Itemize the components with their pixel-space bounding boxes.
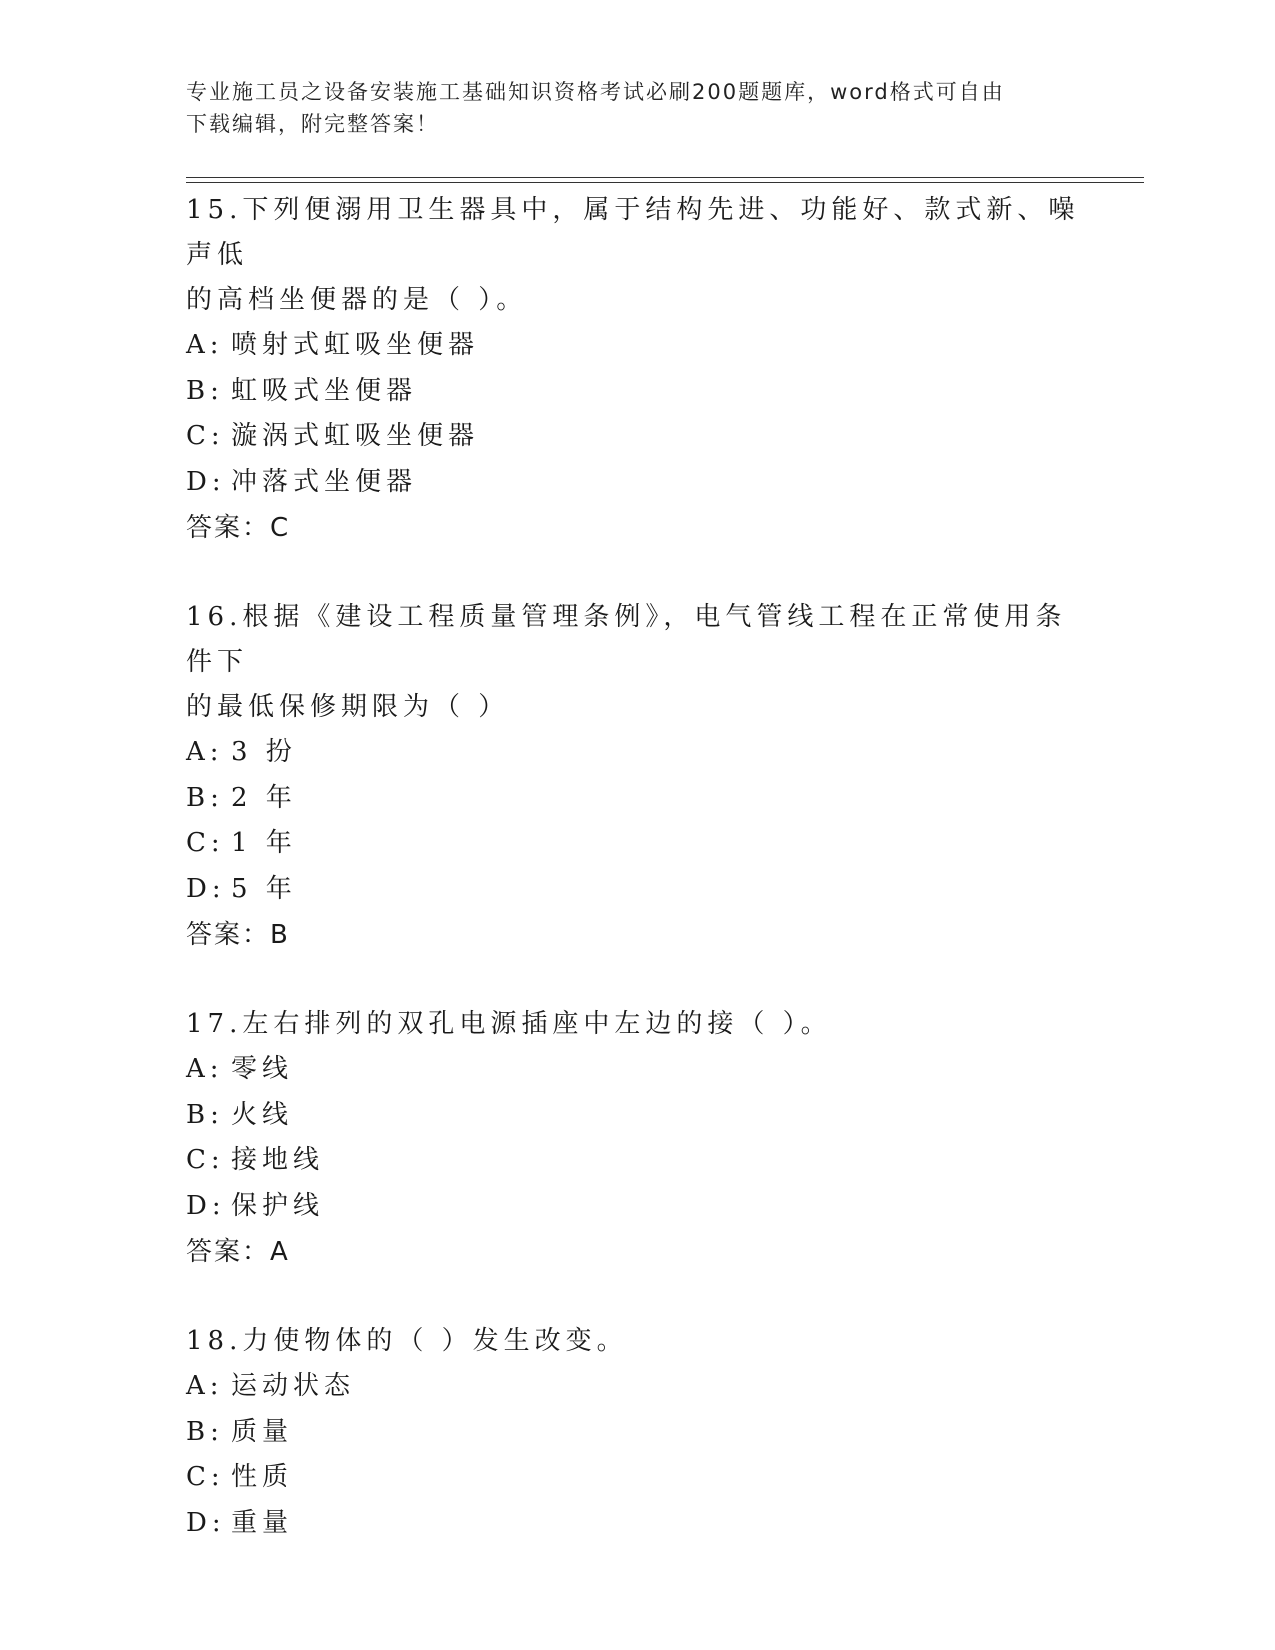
option-text: 火线 — [231, 1099, 294, 1130]
option-d — [186, 867, 1086, 913]
option-text: 冲落式坐便器 — [231, 466, 418, 497]
option-text: 漩涡式虹吸坐便器 — [231, 421, 480, 451]
option-key: C: — [186, 1145, 225, 1175]
option-key: D: — [186, 466, 226, 497]
question-16 — [186, 595, 1086, 958]
question-stem — [186, 595, 1086, 730]
question-stem-line: 16.根据《建设工程质量管理条例》，电气管线工程在正常使用条件下 — [186, 602, 1067, 677]
option-b — [186, 1410, 1086, 1456]
option-key: C: — [186, 421, 225, 451]
question-stem — [186, 1002, 1086, 1047]
option-c — [186, 1138, 1086, 1184]
question-stem-line: 18.力使物体的（ ）发生改变。 — [186, 1326, 628, 1356]
option-a — [186, 730, 1086, 776]
option-key: A: — [186, 330, 224, 360]
header-line-1: 专业施工员之设备安装施工基础知识资格考试必刷200题题库，word格式可自由 — [186, 80, 1005, 104]
option-a — [186, 1364, 1086, 1410]
question-stem-line: 的最低保修期限为（ ） — [186, 692, 510, 722]
option-text: 1 年 — [231, 828, 297, 858]
option-text: 质量 — [231, 1416, 294, 1447]
option-text: 运动状态 — [231, 1371, 356, 1401]
question-stem-line: 17.左右排列的双孔电源插座中左边的接（ ）。 — [186, 1009, 832, 1039]
option-text: 零线 — [231, 1054, 294, 1084]
option-text: 5 年 — [231, 873, 297, 904]
option-key: B: — [186, 1099, 224, 1130]
header-divider-top — [186, 177, 1144, 178]
option-key: A: — [186, 737, 224, 767]
option-key: A: — [186, 1054, 224, 1084]
option-text: 喷射式虹吸坐便器 — [231, 330, 480, 360]
question-list — [186, 188, 1086, 1590]
question-stem — [186, 1319, 1086, 1364]
option-b — [186, 776, 1086, 822]
option-key: C: — [186, 828, 225, 858]
option-text: 重量 — [231, 1507, 294, 1538]
option-c — [186, 1455, 1086, 1501]
option-text: 保护线 — [231, 1190, 325, 1221]
option-text: 接地线 — [231, 1145, 325, 1175]
option-c — [186, 414, 1086, 460]
question-18 — [186, 1319, 1086, 1546]
option-d — [186, 460, 1086, 506]
option-key: A: — [186, 1371, 224, 1401]
document-header — [186, 76, 1066, 140]
header-line-2: 下载编辑，附完整答案！ — [186, 112, 439, 136]
option-key: D: — [186, 1190, 226, 1221]
option-text: 2 年 — [231, 782, 297, 813]
option-text: 3 扮 — [231, 737, 297, 767]
option-d — [186, 1501, 1086, 1547]
option-key: B: — [186, 375, 224, 406]
option-text: 性质 — [231, 1462, 294, 1492]
option-text: 虹吸式坐便器 — [231, 375, 418, 406]
answer-label: 答案：B — [186, 920, 290, 950]
option-b — [186, 1093, 1086, 1139]
header-divider-bottom — [186, 182, 1144, 183]
question-stem-line: 的高档坐便器的是（ ）。 — [186, 285, 528, 315]
option-a — [186, 1047, 1086, 1093]
option-a — [186, 323, 1086, 369]
question-stem — [186, 188, 1086, 323]
option-key: D: — [186, 873, 226, 904]
option-key: B: — [186, 782, 224, 813]
option-d — [186, 1184, 1086, 1230]
question-15 — [186, 188, 1086, 551]
question-stem-line: 15.下列便溺用卫生器具中，属于结构先进、功能好、款式新、噪声低 — [186, 195, 1080, 270]
option-c — [186, 821, 1086, 867]
option-b — [186, 369, 1086, 415]
option-key: B: — [186, 1416, 224, 1447]
option-key: D: — [186, 1507, 226, 1538]
answer-label: 答案：A — [186, 1237, 290, 1267]
answer-label: 答案：C — [186, 513, 291, 543]
question-17 — [186, 1002, 1086, 1275]
option-key: C: — [186, 1462, 225, 1492]
